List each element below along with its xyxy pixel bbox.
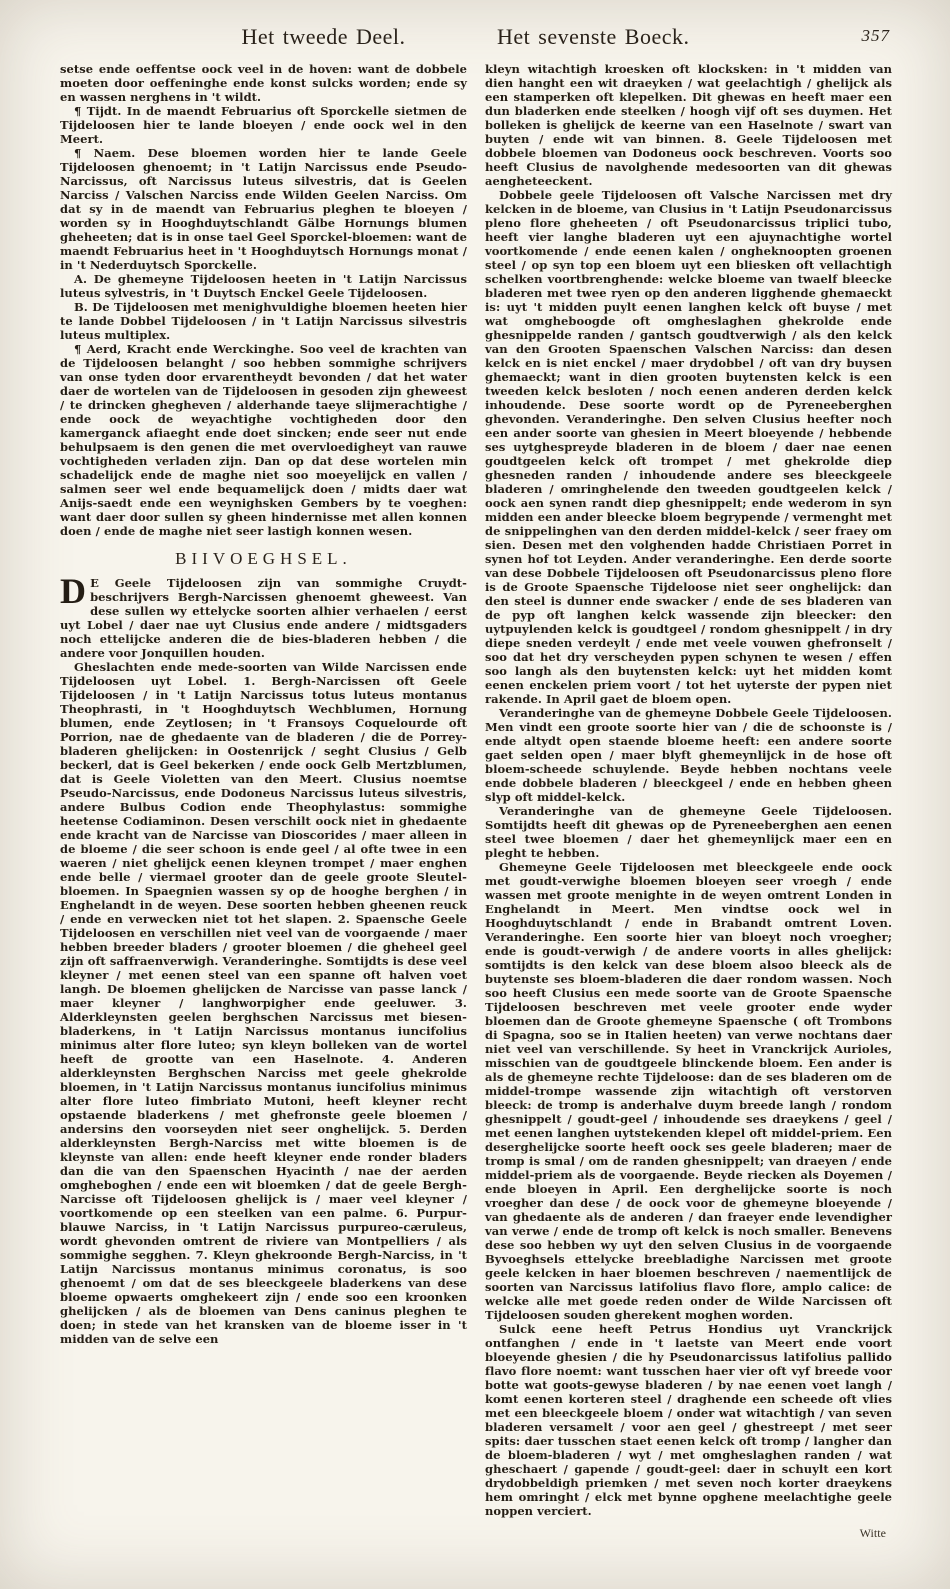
paragraph-gheslachten: Gheslachten ende mede-soorten van Wilde Narcissen ende Tijdeloosen uyt Lobel. 1. Bergh-Narcissen oft Geele Tijdeloosen / in 't Latijn Narcissus totus luteus montanus Theophrasti, in 't Hooghduytsch Wechblumen, Hornung blumen, ende Zeytlosen; in 't Fransoys Coquelourde oft Porrion, nae de ghedaente van de bladeren / die de Porrey-bladeren ghelijcken: in Oostenrijck / seght Clusius / Gelb beckerl, dat is Geel bekerken / ende oock Gelb Mertzblumen, dat is Geele Violetten van den Meert. Clusius noemtse Pseudo-Narcissus, ende Dodoneus Narcissus luteus silvestris, andere Bulbus Codion ende Theophylastus: sommighe heetense Codiaminon. Desen verschilt oock niet in ghedaente ende kracht van de Narcisse van Dioscorides / maer alleen in de bloeme / die seer schoon is ende geel / al ofte twee in een waeren / niet ghelijck eenen kleynen trompet / maer enghen ende belle / viermael grooter dan de geele groote Sleutel-bloemen. In Spaegnien wassen sy op de hooghe berghen / in Enghelandt in de weyen. Dese soorten hebben gheenen reuck / ende en verwecken niet tot het slapen. 2. Spaensche Geele Tijdeloosen en verschillen niet veel van de voorgaende / maer hebben breeder bladers / grooter bloemen / die gheheel geel zijn oft saffraenverwigh. Veranderinghe. Somtijdts is dese veel kleyner / met eenen steel van een spanne oft halven voet langh. De bloemen ghelijcken de Narcisse van passe lanck / maer kleyner / langhworpigher ende geeluwer. 3. Alderkleynsten geelen berghschen Narcissus met biesen-bladerkens, in 't Latijn Narcissus montanus iuncifolius minimus alter flore luteo; syn kleyn bolleken van de wortel heeft de grootte van een Haselnote. 4. Anderen alderkleynsten Berghschen Narciss met geele ghekrolde bloemen, in 't Latijn Narcissus montanus iuncifolius minimus alter flore luteo fimbriato Mutoni, heeft kleyner recht opstaende bladerkens / met ghefronste geele bloemen / andersins den voorseyden niet seer onghelijck. 5. Derden alderkleynsten Bergh-Narciss met witte bloemen is de kleynste van allen: ende heeft kleyner ende ronder bladers dan die van den Spaenschen Hyacinth / nae der aerden omgheboghen / ende een wit bloemken / dat de geele Bergh-Narcisse oft Tijdeloosen ghelijck is / maer veel kleyner / voortkomende op een steelken van een palme. 6. Purpur-blauwe Narciss, in 't Latijn Narcissus purpureo-cæruleus, wordt ghevonden omtrent de riviere van Montpelliers / als sommighe segghen. 7. Kleyn ghekroonde Bergh-Narciss, in 't Latijn Narcissus montanus minimus coronatus, is soo ghenoemt / om dat de ses bleeckgeele bladerkens van dese bloeme opwaerts omghekeert zijn / ende soo een kroonken ghelijcken / als de bloemen van Dens caninus pleghen te doen; in stede van het kransken van de bloeme isser in 't midden van de selve een	[60, 660, 467, 1346]
section-heading-biivoeghsel: BIIVOEGHSEL.	[175, 549, 352, 568]
drop-cap: D	[60, 571, 87, 611]
paragraph-continuation: kleyn witachtigh kroesken oft klocksken: in 't midden van dien hanght een wit draeyken / wat geelachtigh / ghelijck als een stamperken oft klepelken. Dit ghewas en heeft maer een dun bladerken ende steelken / hoogh vijf oft ses duymen. Het bolleken is ghelijck de keerne van een Haselnote / swart van buyten / ende wit van binnen. 8. Geele Tijdeloosen met dobbele bloemen van Dodoneus oock beschreven. Voorts soo heeft Clusius de navolghende medesoorten van dit ghewas aengheteeckent.	[485, 62, 892, 188]
paragraph-a: A. De ghemeyne Tijdeloosen heeten in 't Latijn Narcissus luteus sylvestris, in 't Duytsch Enckel Geele Tijdeloosen.	[60, 272, 467, 300]
paragraph-tijdt: ¶ Tijdt. In de maendt Februarius oft Sporckelle sietmen de Tijdeloosen hier te lande bloeyen / ende oock wel in den Meert.	[60, 104, 467, 146]
paragraph-dobbele-geele: Dobbele geele Tijdeloosen oft Valsche Narcissen met dry kelcken in de bloeme, van Clusius in 't Latijn Pseudonarcissus pleno flore gheheeten / oft Pseudonarcissus triplici tubo, heeft vier langhe bladeren uyt een ajuynachtighe wortel voortkomende / ende eenen kalen / ongheknoopten groenen steel / op syn top een bloem uyt een bliesken oft vellachtigh schelken voortbrenghende: welcke bloeme van twaelf bleecke bladeren met twee ryen op den anderen ligghende ghemaeckt is: uyt 't midden puylt eenen langhen kelck oft buyse / met wat omgheboogde oft omgheslaghen ghekrolde ende ghesnippelde randen / gantsch goudtverwigh / als den kelck van den Grooten Spaenschen Valschen Narciss: dan desen kelck en is niet enckel / maer drydobbel / oft van dry buysen ghemaeckt; want in dien grooten buytensten kelck is een tweeden kelck besloten / noch eenen anderen derden kelck inhoudende. Dese soorte wordt op de Pyreneeberghen ghevonden. Veranderinghe. Den selven Clusius heefter noch een ander soorte van ghesien in Meert bloeyende / hebbende ses uytghespreyde bladeren in de bloem / daer nae eenen goudtgeelen kelck oft trompet / met ghekrolde diep ghesneden randen / inhoudende andere ses bleeckgeele bladeren / omringhelende den tweeden goudtgeelen kelck / oock aen synen randt diep ghesnippelt; ende wederom in syn midden een ander bleecke bloem begrypende / vermenght met de snippelinghen van den derden middel-kelck / seer fraey om sien. Desen met den volghenden hadde Christiaen Porret in synen hof tot Leyden. Ander veranderinghe. Een derde soorte van dese Dobbele Tijdeloosen oft Pseudonarcissus pleno flore is de Groote Spaensche Tijdeloose niet seer onghelijck: dan den steel is dunner ende swacker / ende de ses bladeren van de pyp oft langhen kelck wassende zijn bleecker: den uytpuylenden kelck is goudtgeel / rondom ghesnippelt / in dry diepe sneden verdeylt / ende met veele vouwen ghefronselt / soo dat het dry verscheyden pypen schynen te wesen / effen soo langh als den buytensten kelck: uyt het midden komt eenen enckelen priem voort / tot het uyterste der pypen niet rakende. In April gaet de bloem open.	[485, 188, 892, 706]
paragraph: setse ende oeffentse oock veel in de hoven: want de dobbele moeten door oeffeninghe ende konst sulcks worden; ende sy en wassen nerghens in 't wildt.	[60, 62, 467, 104]
catchword: Witte	[859, 1526, 886, 1540]
running-header	[60, 24, 894, 50]
paragraph-naem: ¶ Naem. Dese bloemen worden hier te lande Geele Tijdeloosen ghenoemt; in 't Latijn Narcissus ende Pseudo-Narcissus, oft Narcissus luteus silvestris, dat is Geelen Narciss / Valschen Narciss ende Wilden Geelen Narciss. Om dat sy in de maendt van Februarius pleghen te bloeyen / worden sy in Hooghduytschlandt Gälbe Hornungs blumen gheheeten; dat is in onse tael Geel Sporckel-bloemen: want de maendt Februarius heet in 't Hooghduytsch Hornungs monat / in 't Nederduytsch Sporckelle.	[60, 146, 467, 272]
text-column-right	[485, 62, 892, 1540]
text-column-left	[60, 62, 467, 1540]
text-columns	[60, 62, 894, 1540]
paragraph-ghemeyne-geele: Ghemeyne Geele Tijdeloosen met bleeckgeele ende oock met goudt-verwighe bloemen bloeyen seer vroegh / ende wassen met groote menighte in de weyen omtrent Londen in Enghelandt in Meert. Men vindtse oock wel in Hooghduytschlandt / ende in Brabandt omtrent Loven. Veranderinghe. Een soorte hier van bloeyt noch vroegher; ende is goudt-verwigh / de andere voorts in alles ghelijck: somtijdts is den kelck van dese bloem alsoo bleeck als de buytenste ses bloem-bladeren die daer rondom wassen. Noch soo heeft Clusius een mede soorte van de Groote Spaensche Tijdeloosen beschreven met veele grooter ende wyder bloemen dan de Groote ghemeyne Spaensche ( oft Trombons di Spagna, soo se in Italien heeten) van verwe nochtans daer niet veel van verschillende. Sy heet in Vranckrijck Aurioles, misschien van de goudtgeele blinckende bloem. Een ander is als de ghemeyne rechte Tijdeloose: dan de ses bladeren om de middel-trompe wassende zijn witachtigh oft verstorven bleeck: de tromp is anderhalve duym breede langh / rondom ghesnippelt / goudt-geel / inhoudende ses draeykens / geel / met eenen langhen uytstekenden klepel oft middel-priem. Een deserghelijcke soorte heeft oock ses geele bladeren; maer de tromp is smal / om de randen ghesnippelt; van draeyen / ende middel-priem als de voorgaende. Beyde riecken als Doyemen / ende bloeyen in April. Een derghelijcke soorte is noch vroegher dan dese / de oock voor de ghemeyne bloeyende / van ghedaente als de anderen / dan fraeyer ende levendigher van verwe / ende de tromp oft kelck is noch smaller. Benevens dese soo hebben wy uyt den selven Clusius in de voorgaende Byvoeghsels ettelycke breebladighe Narcissen met groote geele kelcken in haer bloemen beschreven / naementlijck de soorten van Narcissus latifolius flavo flore, amplo calice: de welcke alle met goede reden onder de Wilde Narcissen oft Tijdeloosen souden gherekent moghen worden.	[485, 860, 892, 1322]
paragraph-veranderinghe-dobbele: Veranderinghe van de ghemeyne Dobbele Geele Tijdeloosen. Men vindt een groote soorte hier van / die de schoonste is / ende altydt open staende bloeme heeft: een andere soorte gaet selden open / maer blyft ghemeynlijck in de hose oft bloem-scheede schuylende. Beyde hebben nochtans veele ende dobbele bladeren / bleeckgeel / ende en hebben gheen slyp oft middel-kelck.	[485, 706, 892, 804]
paragraph-veranderinghe-geele: Veranderinghe van de ghemeyne Geele Tijdeloosen. Somtijdts heeft dit ghewas op de Pyreneeberghen aen eenen steel twee bloemen / daer het ghemeynlijck maer een en pleght te hebben.	[485, 804, 892, 860]
page-number: 357	[861, 26, 890, 45]
header-book-title: Het sevenste Boeck.	[497, 24, 690, 49]
header-part-title: Het tweede Deel.	[241, 24, 406, 49]
paragraph-aerd-kracht: ¶ Aerd, Kracht ende Werckinghe. Soo veel de krachten van de Tijdeloosen belanght / soo hebben sommighe schrijvers van onse tyden door ervarentheydt bevonden / dat het water daer de wortelen van de Tijdeloosen in gesoden zijn gheweest / te drincken ghegheven / alderhande taeye slijmerachtighe / ende oock de weyachtighe vochtigheden door den kamerganck afiaeght ende doet sincken; ende seer nut ende behulpsaem is den genen die met overvloedigheyt van rauwe vochtigheden verladen zijn. Dan op dat dese wortelen min schadelijck ende de maghe niet soo moeyelijck en vallen / salmen seer wel ende bequamelijck doen / midts daer wat Anijs-saedt ende een weynighsken Gembers by te voeghen: want daer door sullen sy gheen hindernisse met allen konnen doen / ende de maghe niet seer lastigh konnen wesen.	[60, 342, 467, 538]
paragraph-petrus-hondius: Sulck eene heeft Petrus Hondius uyt Vranckrijck ontfanghen / ende in 't laetste van Meert ende voort bloeyende ghesien / die hy Pseudonarcissus latifolius pallido flavo flore noemt: want tusschen haer vier oft vyf breede voor botte wat goots-gewyse bladeren / by nae eenen voet langh / komt eenen korteren steel / draghende een scheede oft vlies met een bleeckgeele bloem / onder wat witachtigh / van seven bladeren versamelt / voor aen geel / ghestreept / met seer spits: daer tusschen staet eenen kelck oft tromp / langher dan de bloem-bladeren / wyt / met omgheslaghen randen / wat gheschaert / gapende / goudt-geel: daer in schuylt een kort drydobbeldigh priemken / met seven noch korter draeykens hem omringht / elck met bynne opghene meelachtighe geele noppen verciert.	[485, 1322, 892, 1518]
paragraph-b: B. De Tijdeloosen met menighvuldighe bloemen heeten hier te lande Dobbel Tijdeloosen / in 't Latijn Narcissus silvestris luteus multiplex.	[60, 300, 467, 342]
paragraph-supplement-intro	[60, 571, 467, 660]
paragraph-text: E Geele Tijdeloosen zijn van sommighe Cruydt-beschrijvers Bergh-Narcissen ghenoemt gheweest. Van dese sullen wy ettelycke soorten alhier verhaelen / eerst uyt Lobel / daer nae uyt Clusius ende andere / midtsgaders noch ettelijcke anderen die de bies-bladeren hebben / die andere voor Jonquillen houden.	[60, 576, 467, 660]
